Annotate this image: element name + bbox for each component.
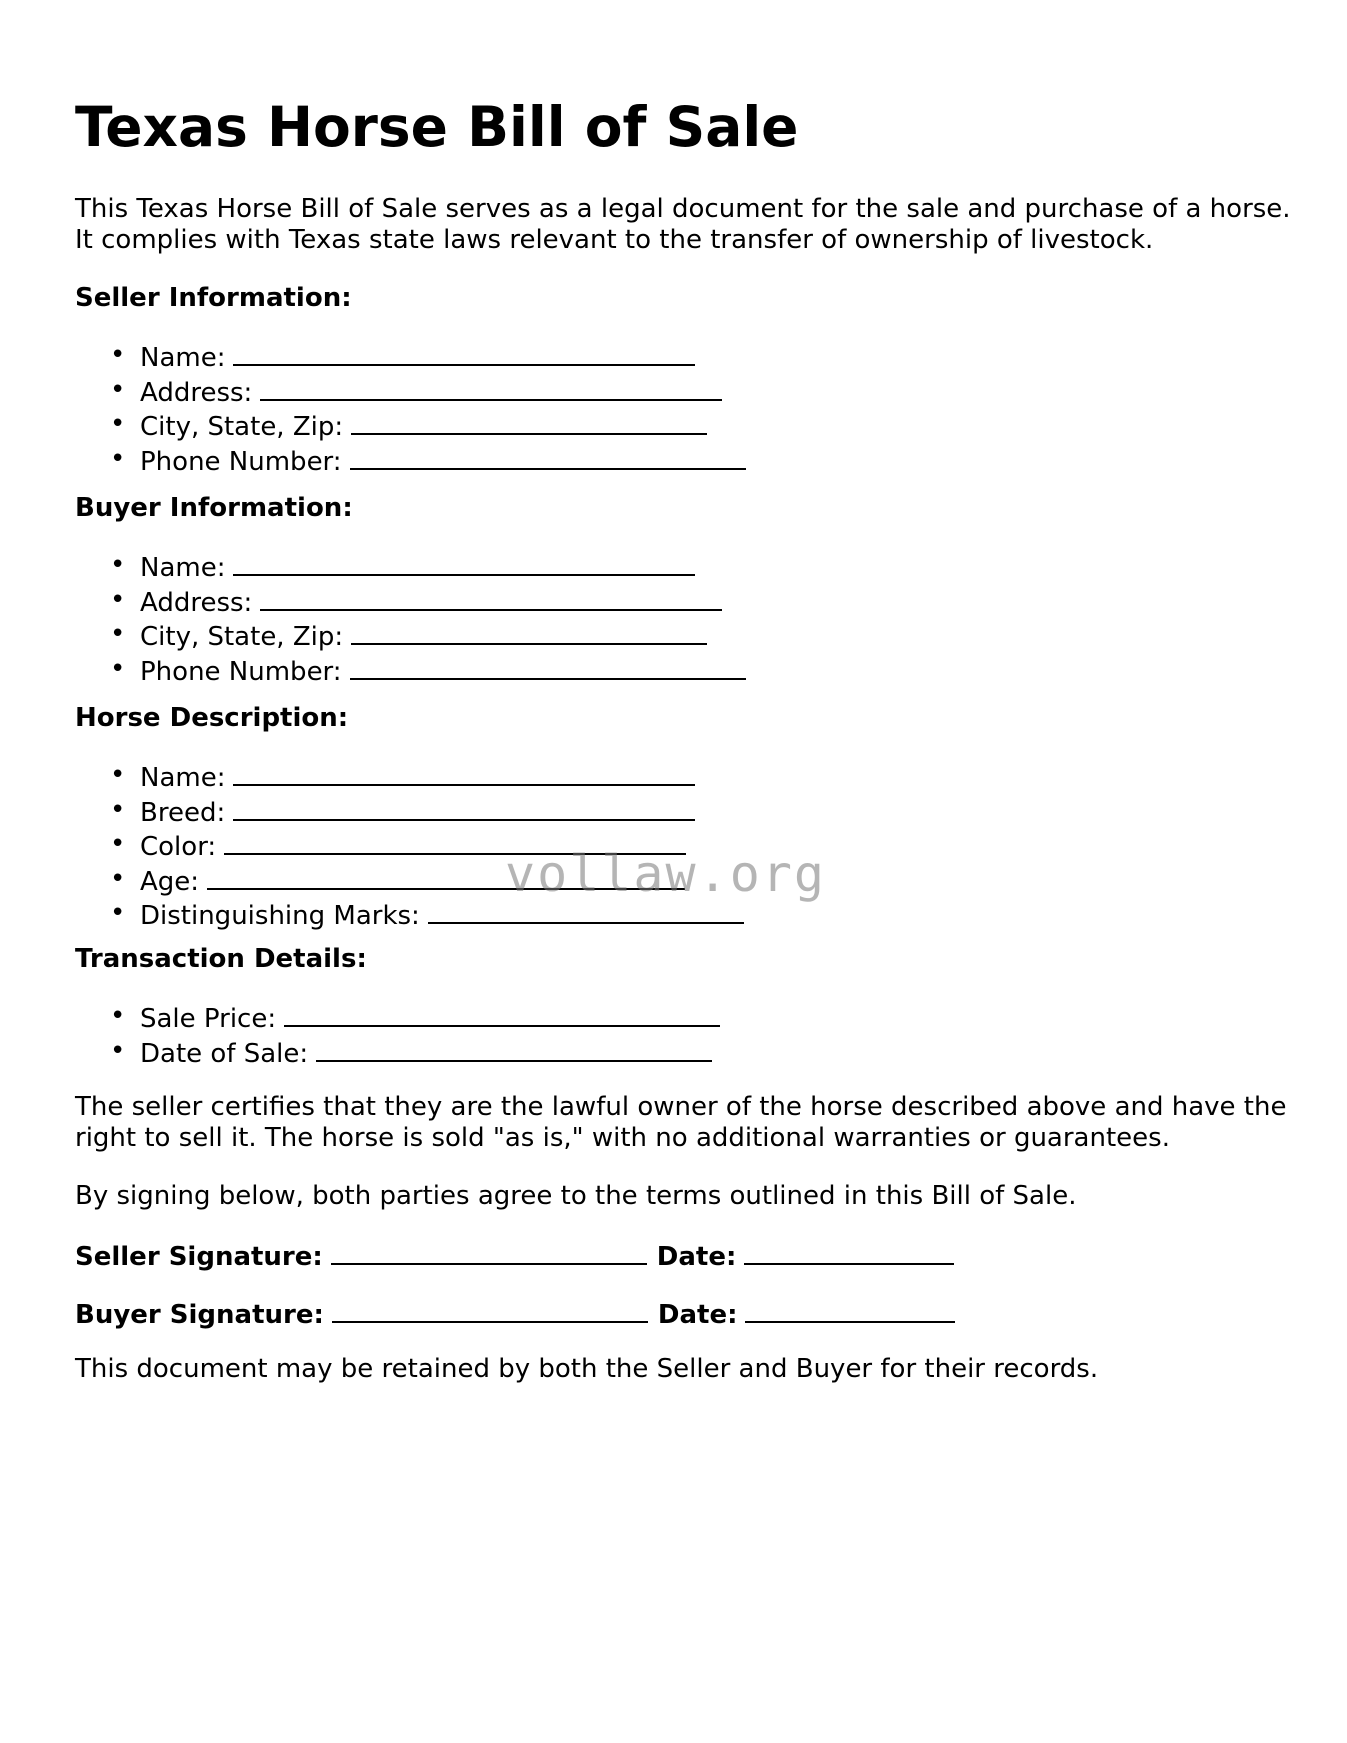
buyer-address-field: • Address:: [140, 585, 746, 620]
buyer-name-blank[interactable]: [233, 550, 695, 576]
seller-city-state-zip-blank[interactable]: [351, 409, 707, 435]
buyer-phone-field: • Phone Number:: [140, 654, 746, 689]
seller-signature-line: [75, 1239, 964, 1273]
buyer-signature-label: Buyer Signature:: [75, 1300, 324, 1330]
seller-address-field: • Address:: [140, 375, 746, 410]
buyer-signature-line: [75, 1297, 965, 1331]
buyer-name-field: • Name:: [140, 550, 746, 585]
sale-price-field: • Sale Price:: [140, 1001, 720, 1036]
seller-fields: [75, 340, 746, 478]
document-title: Texas Horse Bill of Sale: [75, 95, 799, 159]
certification-paragraph: The seller certifies that they are the lawful owner of the horse described above and have the right to sell it. The horse is sold "as is," with no additional warranties or guarantees.: [75, 1092, 1287, 1153]
horse-breed-blank[interactable]: [233, 795, 695, 821]
horse-marks-field: • Distinguishing Marks:: [140, 898, 744, 933]
seller-date-blank[interactable]: [744, 1239, 954, 1265]
seller-name-blank[interactable]: [233, 340, 695, 366]
seller-address-blank[interactable]: [260, 375, 722, 401]
seller-phone-field: • Phone Number:: [140, 444, 746, 479]
agreement-paragraph: By signing below, both parties agree to the terms outlined in this Bill of Sale.: [75, 1181, 1077, 1211]
date-of-sale-blank[interactable]: [316, 1036, 712, 1062]
buyer-date-blank[interactable]: [745, 1297, 955, 1323]
horse-breed-field: • Breed:: [140, 795, 744, 830]
buyer-phone-blank[interactable]: [350, 654, 746, 680]
seller-city-state-zip-field: • City, State, Zip:: [140, 409, 746, 444]
buyer-address-blank[interactable]: [260, 585, 722, 611]
buyer-date-label: Date:: [657, 1300, 738, 1330]
buyer-city-state-zip-field: • City, State, Zip:: [140, 619, 746, 654]
horse-age-field: • Age:: [140, 864, 744, 899]
horse-heading: Horse Description:: [75, 703, 349, 733]
date-of-sale-field: • Date of Sale:: [140, 1036, 720, 1071]
seller-phone-blank[interactable]: [350, 444, 746, 470]
seller-name-field: • Name:: [140, 340, 746, 375]
buyer-city-state-zip-blank[interactable]: [351, 619, 707, 645]
buyer-heading: Buyer Information:: [75, 493, 353, 523]
buyer-fields: [75, 550, 746, 688]
seller-date-label: Date:: [656, 1242, 737, 1272]
horse-color-field: • Color:: [140, 829, 744, 864]
seller-signature-label: Seller Signature:: [75, 1242, 323, 1272]
intro-paragraph: This Texas Horse Bill of Sale serves as a legal document for the sale and purchase of a horse. It complies with Texas state laws relevant to the transfer of ownership of livestock.: [75, 194, 1291, 255]
seller-signature-blank[interactable]: [331, 1239, 647, 1265]
buyer-signature-blank[interactable]: [332, 1297, 648, 1323]
transaction-heading: Transaction Details:: [75, 944, 367, 974]
horse-name-field: • Name:: [140, 760, 744, 795]
horse-name-blank[interactable]: [233, 760, 695, 786]
seller-heading: Seller Information:: [75, 283, 352, 313]
transaction-fields: [75, 1001, 720, 1070]
sale-price-blank[interactable]: [284, 1001, 720, 1027]
closing-paragraph: This document may be retained by both the Seller and Buyer for their records.: [75, 1354, 1099, 1384]
watermark: vollaw.org: [505, 845, 827, 903]
